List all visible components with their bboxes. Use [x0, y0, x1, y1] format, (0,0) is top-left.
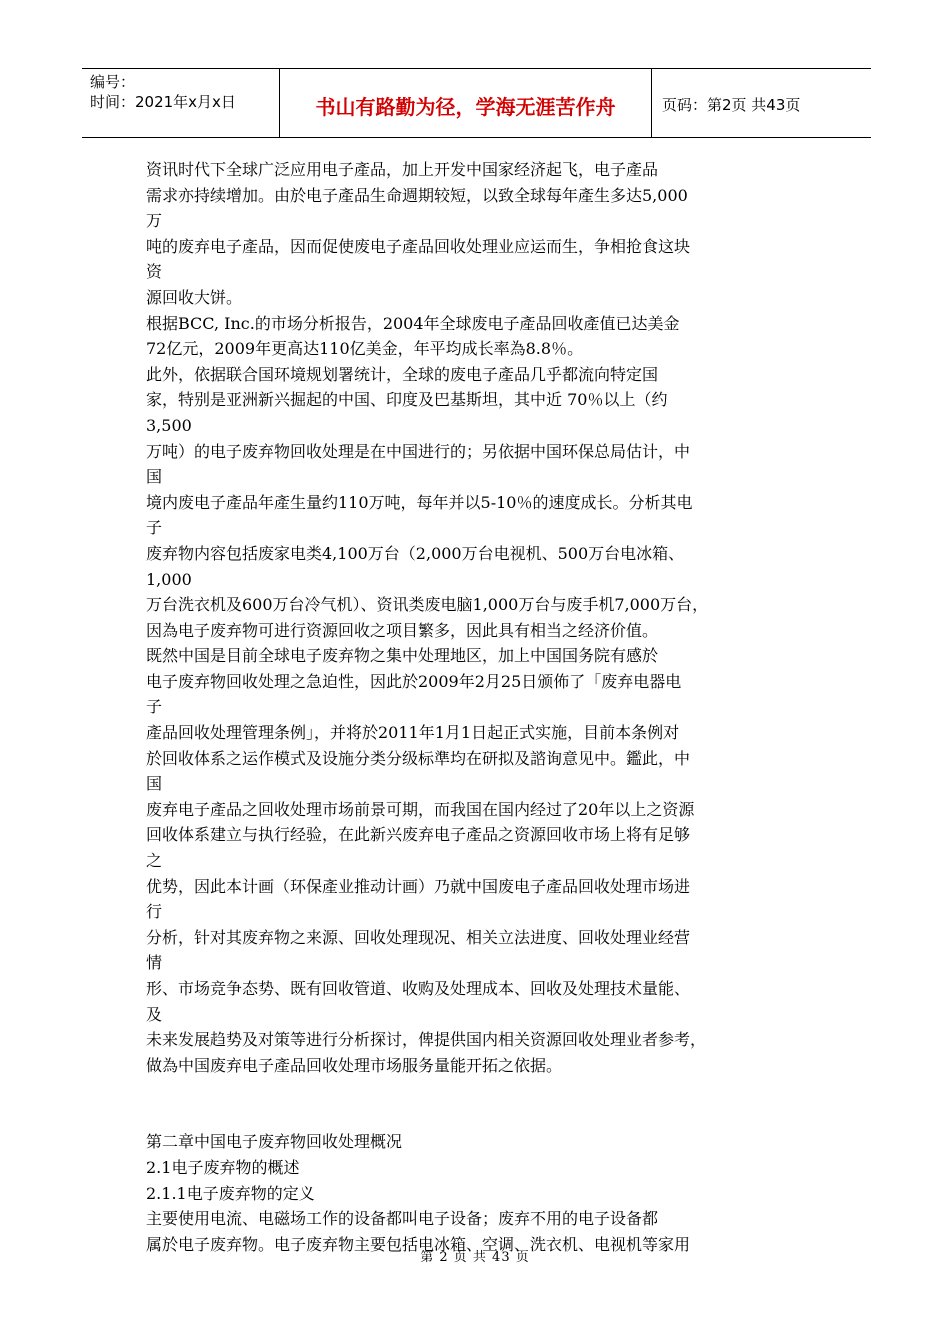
header-page-label: 页码：第2页 共43页 [662, 95, 801, 114]
body-line: 子 [146, 697, 163, 717]
body-line: 国 [146, 774, 163, 794]
section-heading: 2.1.1电子废弃物的定义 [146, 1183, 315, 1203]
body-line: 万吨）的电子废弃物回收处理是在中国进行的；另依据中国环保总局估计，中 [146, 441, 691, 461]
doc-time-label: 时间：2021年x月x日 [90, 93, 236, 111]
body-line: 源回收大饼。 [146, 287, 243, 307]
body-line: 资讯时代下全球广泛应用电子產品，加上开发中国家经济起飞，电子產品 [146, 160, 659, 179]
body-line: 72亿元，2009年更高达110亿美金，年平均成长率為8.8％。 [146, 339, 584, 359]
body-line: 主要使用电流、电磁场工作的设备都叫电子设备；废弃不用的电子设备都 [146, 1209, 659, 1229]
body-line: 情 [146, 953, 163, 973]
body-line: 国 [146, 467, 163, 487]
body-line: 子 [146, 518, 163, 538]
body-line: 因為电子废弃物可进行资源回收之项目繁多，因此具有相当之经济价值。 [146, 620, 659, 640]
body-line: 產品回收处理管理条例」，并将於2011年1月1日起正式实施，目前本条例对 [146, 723, 680, 743]
doc-number-label: 编号： [90, 73, 136, 91]
page-header [82, 68, 871, 138]
section-heading: 2.1电子废弃物的概述 [146, 1157, 300, 1177]
body-line: 形、市场竞争态势、既有回收管道、收购及处理成本、回收及处理技术量能、 [146, 979, 691, 998]
body-line: 废弃物内容包括废家电类4,100万台（2,000万台电视机、500万台电冰箱、 [146, 543, 685, 563]
body-line: 吨的废弃电子產品，因而促使废电子產品回收处理业应运而生，争相抢食这块 [146, 236, 691, 256]
body-line: 需求亦持续增加。由於电子產品生命週期较短，以致全球每年產生多达5,000 [146, 185, 688, 205]
body-line: 行 [146, 902, 163, 922]
body-line: 万台洗衣机及600万台冷气机）、资讯类废电脑1,000万台与废手机7,000万台， [146, 595, 709, 615]
body-line: 优势，因此本计画（环保產业推动计画）乃就中国废电子產品回收处理市场进 [146, 876, 691, 896]
body-line: 万 [146, 211, 163, 231]
body-line: 境内废电子產品年產生量约110万吨，每年并以5-10％的速度成长。分析其电 [146, 492, 693, 512]
body-line: 回收体系建立与执行经验，在此新兴废弃电子產品之资源回收市场上将有足够 [146, 825, 691, 845]
body-line: 电子废弃物回收处理之急迫性，因此於2009年2月25日颁佈了「废弃电器电 [146, 671, 682, 691]
body-line: 3,500 [146, 415, 192, 435]
body-line: 分析，针对其废弃物之来源、回收处理现况、相关立法进度、回收处理业经营 [146, 927, 691, 947]
header-motto: 书山有路勤为径，学海无涯苦作舟 [280, 69, 652, 137]
body-line: 及 [146, 1004, 163, 1024]
body-line: 资 [146, 262, 163, 282]
document-body [146, 157, 816, 1257]
body-line: 家，特别是亚洲新兴掘起的中国、印度及巴基斯坦，其中近 70％以上（约 [146, 390, 668, 410]
body-line: 未来发展趋势及对策等进行分析探讨，俾提供国内相关资源回收处理业者参考， [146, 1030, 707, 1050]
body-line: 之 [146, 851, 163, 871]
chapter-heading: 第二章中国电子废弃物回收处理概况 [146, 1132, 403, 1152]
page-footer: 第 2 页 共 43 页 [420, 1250, 530, 1265]
paragraph-gap [146, 1078, 816, 1129]
body-line: 1,000 [146, 569, 192, 589]
body-line: 此外，依据联合国环境规划署统计，全球的废电子產品几乎都流向特定国 [146, 364, 659, 384]
body-line: 既然中国是目前全球电子废弃物之集中处理地区，加上中国国务院有感於 [146, 646, 659, 666]
body-line: 属於电子废弃物。电子废弃物主要包括电冰箱、空调、洗衣机、电视机等家用 [146, 1234, 691, 1254]
body-line: 根据BCC, Inc.的市场分析报告，2004年全球废电子產品回收產值已达美金 [146, 313, 680, 333]
body-line: 於回收体系之运作模式及设施分类分级标準均在研拟及諮询意见中。鑑此，中 [146, 748, 691, 768]
body-line: 废弃电子產品之回收处理市场前景可期，而我国在国内经过了20年以上之资源 [146, 799, 695, 819]
body-line: 做為中国废弃电子產品回收处理市场服务量能开拓之依据。 [146, 1055, 563, 1075]
header-meta [82, 69, 280, 137]
